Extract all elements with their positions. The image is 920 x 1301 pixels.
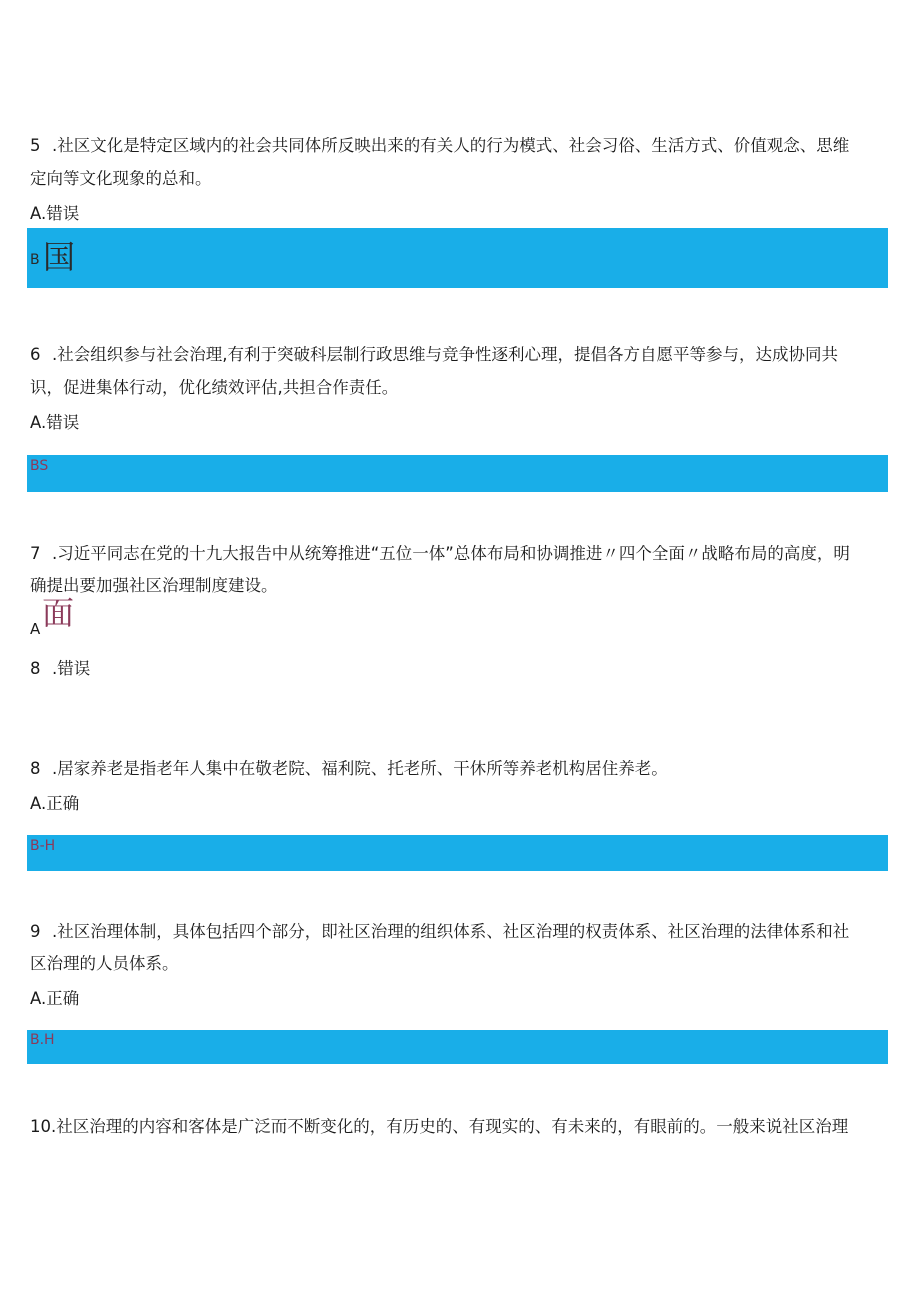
question-10-line-1: 10.社区治理的内容和客体是广泛而不断变化的，有历史的、有现实的、有未来的，有眼前的。一般来说社区治理 <box>30 1117 849 1136</box>
question-6-number: 6 <box>30 345 41 364</box>
question-9-line-1 <box>30 921 890 943</box>
question-9-option-b-text: B.H <box>30 1032 55 1048</box>
question-6-option-a[interactable]: A.错误 <box>30 413 80 432</box>
question-6-line-1 <box>30 344 890 366</box>
question-8-text-1: .居家养老是指老年人集中在敬老院、福利院、托老所、干休所等养老机构居住养老。 <box>52 759 668 778</box>
question-8-number: 8 <box>30 759 41 778</box>
question-7-option-b-number: 8 <box>30 659 41 678</box>
question-7-line-2: 确提出要加强社区治理制度建设。 <box>30 576 278 595</box>
question-9-option-a[interactable]: A.正确 <box>30 989 80 1008</box>
question-5-text-1: .社区文化是特定区域内的社会共同体所反映出来的有关人的行为模式、社会习俗、生活方式、价值观念、思维 <box>52 136 850 155</box>
question-7-line-1 <box>30 543 890 565</box>
question-5-line-2: 定向等文化现象的总和。 <box>30 169 212 188</box>
question-8-option-b-highlight[interactable] <box>27 835 888 871</box>
question-6-line-2: 识，促进集体行动，优化绩效评估,共担合作责任。 <box>30 378 399 397</box>
question-7-option-a-glyph: 面 <box>42 594 75 632</box>
question-5-option-b-prefix: B <box>30 252 40 268</box>
question-7-option-b-text: .错误 <box>52 659 91 678</box>
question-8-option-b-text: B-H <box>30 838 56 854</box>
question-5-option-b-glyph: 国 <box>43 238 76 276</box>
question-9-text-1: .社区治理体制，具体包括四个部分，即社区治理的组织体系、社区治理的权责体系、社区治理的法律体系和社 <box>52 922 850 941</box>
question-6-option-b-highlight[interactable] <box>27 455 888 492</box>
question-9-option-b-highlight[interactable] <box>27 1030 888 1064</box>
question-7-option-a-prefix: A <box>30 620 41 638</box>
question-5-line-1 <box>30 135 890 157</box>
question-8-line-1 <box>30 758 890 780</box>
question-9-line-2: 区治理的人员体系。 <box>30 954 179 973</box>
question-7-option-b[interactable] <box>30 658 90 680</box>
question-5-option-b-highlight[interactable] <box>27 228 888 288</box>
question-7-text-1: .习近平同志在党的十九大报告中从统筹推进“五位一体”总体布局和协调推进〃四个全面〃战略布局的高度，明 <box>52 544 850 563</box>
question-5-option-a[interactable]: A.错误 <box>30 204 80 223</box>
question-6-option-b-text: BS <box>30 458 49 474</box>
question-8-option-a[interactable]: A.正确 <box>30 794 80 813</box>
question-5-number: 5 <box>30 136 41 155</box>
question-9-number: 9 <box>30 922 41 941</box>
question-7-number: 7 <box>30 544 41 563</box>
question-6-text-1: .社会组织参与社会治理,有利于突破科层制行政思维与竞争性逐利心理，提倡各方自愿平等参与，达成协同共 <box>52 345 838 364</box>
